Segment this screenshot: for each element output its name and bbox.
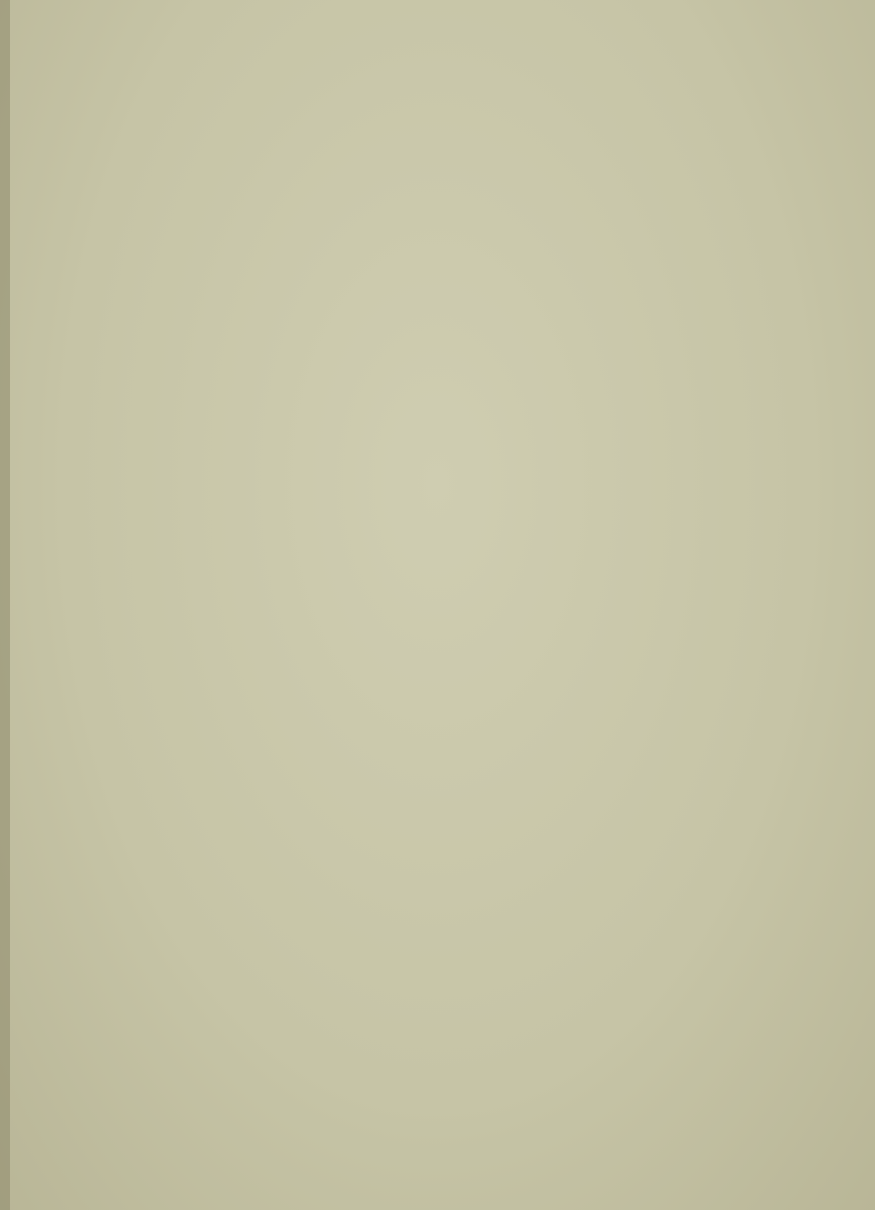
page-edge-shadow: [0, 0, 10, 1210]
